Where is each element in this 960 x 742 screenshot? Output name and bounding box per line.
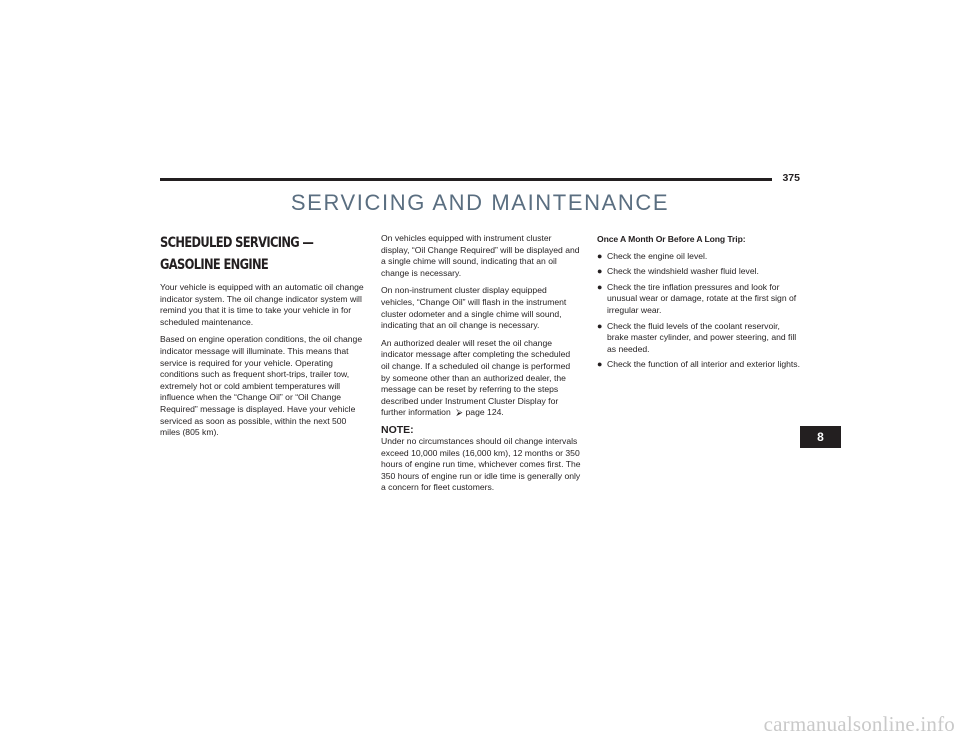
list-item: [597, 282, 801, 317]
chapter-tab[interactable]: 8: [800, 426, 841, 448]
bullet-icon: ●: [597, 359, 603, 370]
header-rule: [160, 178, 772, 181]
column-1: [160, 232, 366, 445]
note-text: Under no circumstances should oil change intervals exceed 10,000 miles (16,000 km), 12 months or 350 hours of engine run time, whichever comes first. The 350 hours of engine run or idle time is generally only a concern for fleet customers.: [381, 435, 581, 493]
watermark: carmanualsonline.info: [763, 712, 955, 736]
list-item: [597, 359, 801, 371]
paragraph: Your vehicle is equipped with an automatic oil change indicator system. The oil change indicator system will remind you that it is time to take your vehicle in for scheduled maintenance.: [160, 282, 364, 327]
checklist: [597, 251, 801, 371]
paragraph: Based on engine operation conditions, the oil change indicator message will illuminate. This means that service is required for your vehicle. Operating conditions such as frequent short-trips, trailer tow, extremely hot or cold ambient temperatures will influence when the “Change Oil” or “Oil Change Required” message is displayed. Have your vehicle serviced as soon as possible, within the next 500 miles (805 km).: [160, 334, 363, 438]
list-item: [597, 266, 801, 278]
bullet-icon: ●: [597, 320, 603, 331]
list-item-text: Check the windshield washer fluid level.: [607, 266, 759, 277]
section-heading: SCHEDULED SERVICING — GASOLINE ENGINE: [160, 235, 314, 273]
bullet-icon: ●: [597, 281, 603, 292]
note-label: NOTE:: [381, 423, 414, 436]
list-item-text: Check the tire inflation pressures and look for unusual wear or damage, rotate at the first sign of irregular wear.: [607, 281, 797, 315]
list-item: [597, 321, 801, 356]
paragraph: On non-instrument cluster display equipped vehicles, “Change Oil” will flash in the instrument cluster odometer and a single chime will sound, indicating that an oil change is necessary.: [381, 285, 567, 331]
list-item-text: Check the engine oil level.: [607, 250, 708, 261]
page-reference-link[interactable]: page 124.: [465, 407, 504, 418]
page-number: 375: [782, 172, 800, 184]
bullet-icon: ●: [597, 250, 603, 261]
column-2: [381, 233, 581, 500]
list-item-text: Check the fluid levels of the coolant reservoir, brake master cylinder, and power steering, and fill as needed.: [607, 320, 797, 354]
column-3: [597, 234, 801, 375]
xref-arrow-icon: ⮚: [456, 407, 463, 418]
paragraph: On vehicles equipped with instrument cluster display, “Oil Change Required” will be displayed and a single chime will sound, indicating that an oil change is necessary.: [381, 233, 580, 278]
list-item: [597, 251, 801, 263]
dealer-text: An authorized dealer will reset the oil change indicator message after completing the scheduled oil change. If a scheduled oil change is performed by someone other than an authorized dealer, the message can be reset by referring to the steps described under Instrument Cluster Display for further information: [381, 337, 571, 418]
list-item-text: Check the function of all interior and exterior lights.: [607, 359, 800, 370]
chapter-title: SERVICING AND MAINTENANCE: [290, 190, 670, 215]
dealer-paragraph: [381, 338, 581, 419]
bullet-icon: ●: [597, 266, 603, 277]
checklist-heading: Once A Month Or Before A Long Trip:: [597, 234, 746, 244]
